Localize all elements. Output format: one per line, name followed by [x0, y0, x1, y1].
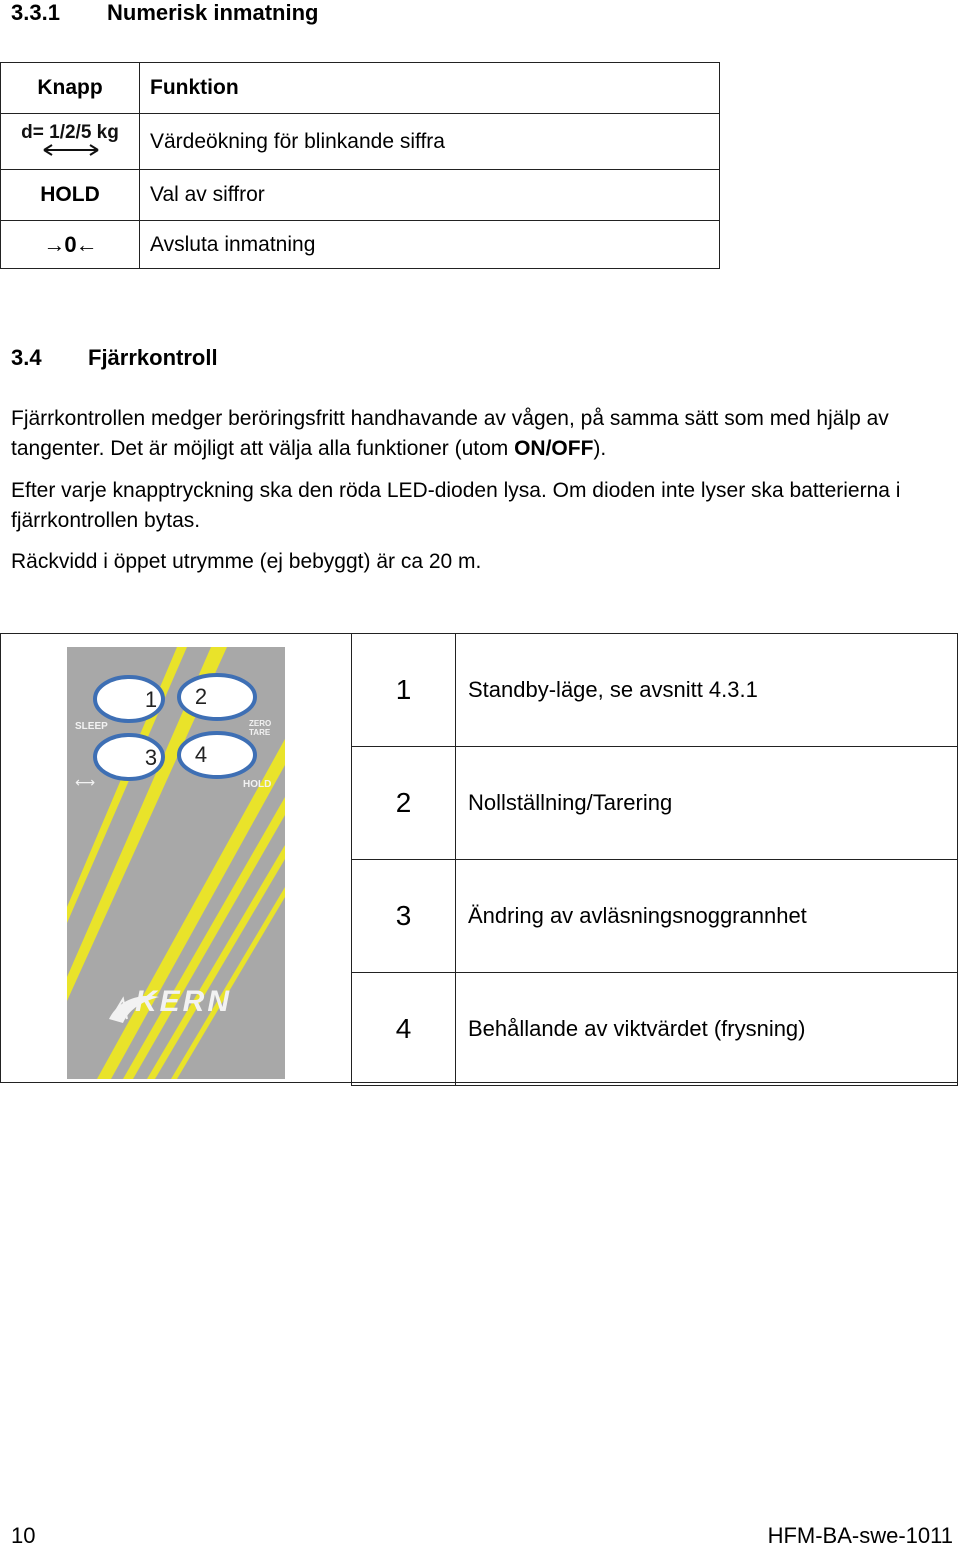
button-function: Ändring av avläsningsnoggrannhet: [456, 860, 958, 973]
function-cell: Val av siffror: [140, 170, 720, 221]
table-row: [352, 634, 958, 747]
section-title: Numerisk inmatning: [107, 0, 319, 25]
remote-function-table: [351, 633, 958, 1086]
button-number: 4: [352, 973, 456, 1086]
section-title: Fjärrkontroll: [88, 345, 218, 370]
function-cell: Avsluta inmatning: [140, 221, 720, 269]
key-function-table: [0, 62, 720, 269]
remote-button-3: 3: [144, 745, 158, 770]
hold-label: HOLD: [243, 779, 272, 790]
tare-label: TARE: [249, 728, 271, 737]
kern-brand-text: KERN: [135, 985, 233, 1018]
table-row: [352, 973, 958, 1086]
paragraph-led: Efter varje knapptryckning ska den röda LED-dioden lysa. Om dioden inte lyser ska batterierna i fjärrkontrollen bytas.: [11, 479, 901, 532]
section-number: 3.4: [11, 345, 42, 370]
button-number: 2: [352, 747, 456, 860]
arrow-label: ⟷: [75, 775, 96, 791]
hold-key-cell: HOLD: [1, 170, 140, 221]
table-row: [352, 747, 958, 860]
table-row: [1, 170, 720, 221]
paragraph-text: Fjärrkontrollen medger beröringsfritt handhavande av vågen, på samma sätt som med hjälp av tangenter. Det är möjligt att välja alla funktioner (utom: [11, 407, 889, 460]
on-off-text: ON/OFF: [514, 437, 594, 460]
remote-button-2: 2: [194, 684, 208, 709]
key-cell: [1, 114, 140, 170]
function-cell: Värdeökning för blinkande siffra: [140, 114, 720, 170]
button-function: Standby-läge, se avsnitt 4.3.1: [456, 634, 958, 747]
section-number: 3.3.1: [11, 0, 60, 25]
paragraph-range: Räckvidd i öppet utrymme (ej bebyggt) är ca 20 m.: [11, 550, 482, 573]
zero-key-cell: →0←: [1, 221, 140, 269]
remote-control-image: [67, 647, 285, 1079]
remote-button-1: 1: [144, 687, 158, 712]
sleep-label: SLEEP: [75, 721, 108, 732]
column-header-function: Funktion: [140, 63, 720, 114]
paragraph-remote-intro: [11, 404, 951, 464]
table-row: [1, 114, 720, 170]
section-heading-331: [11, 0, 318, 26]
document-id: HFM-BA-swe-1011: [767, 1523, 953, 1548]
column-header-key: Knapp: [1, 63, 140, 114]
button-number: 3: [352, 860, 456, 973]
range-key-icon: [8, 118, 132, 160]
table-row: [352, 860, 958, 973]
table-header-row: [1, 63, 720, 114]
page-number: 10: [11, 1523, 36, 1548]
button-number: 1: [352, 634, 456, 747]
remote-button-4: 4: [194, 742, 208, 767]
zero-label: ZERO: [249, 719, 272, 728]
button-function: Behållande av viktvärdet (frysning): [456, 973, 958, 1086]
section-heading-34: [11, 345, 218, 371]
range-key-label: d= 1/2/5 kg: [21, 121, 119, 143]
button-function: Nollställning/Tarering: [456, 747, 958, 860]
paragraph-text: ).: [593, 437, 607, 460]
table-row: [1, 221, 720, 269]
